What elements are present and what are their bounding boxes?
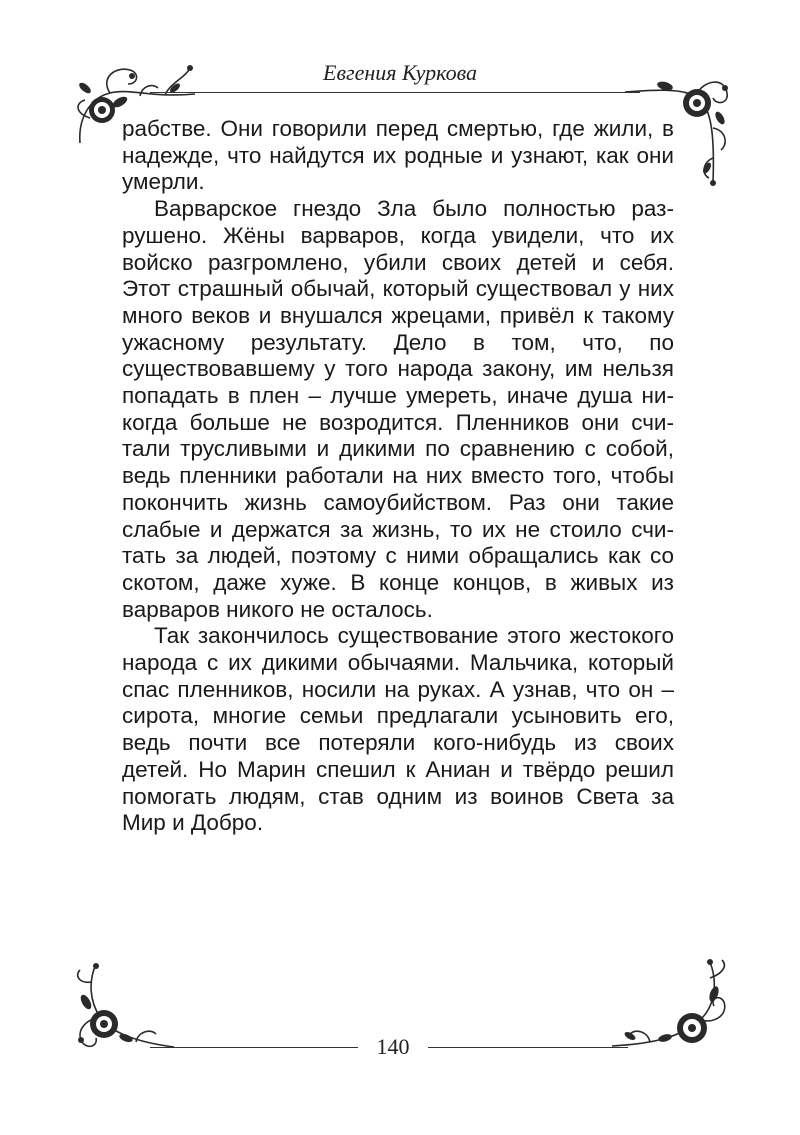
running-header-author: Евгения Куркова — [323, 60, 477, 85]
paragraph: рабстве. Они говорили перед смертью, где жили, в надежде, что найдутся их родные и узнают, как они умерли. — [122, 116, 674, 195]
paragraph: Так закончилось существование этого жестокого народа с их дикими обычаями. Мальчика, который спас пленников, носили на руках. А узнав, что он – сирота, многие семьи предлагали усыновить его, ведь почти все потеряли кого-нибудь из своих детей. Но Марин спешил к Аниан и твёрдо решил помогать людям, став одним из воинов Света за Мир и Добро. — [122, 623, 674, 836]
footer-rule-left — [150, 1047, 358, 1048]
page-number: 140 — [376, 1034, 410, 1059]
paragraph: Варварское гнездо Зла было полностью разрушено. Жёны варваров, когда увидели, что их войско разгромлено, убили своих детей и себя. Этот страшный обычай, который существовал у них много веков и внушался жрецами, привёл к такому ужасному результату. Дело в том, что, по существовавшему у того народа закону, им нельзя попадать в плен – лучше умереть, иначе душа никогда больше не возродится. Пленников они считали трусливыми и дикими по сравнению с собой, ведь пленники работали на них вместо того, чтобы покончить жизнь самоубийством. Раз они такие слабые и держатся за жизнь, то их не стоило считать за людей, поэтому с ними обращались как со скотом, даже хуже. В конце концов, в живых из варваров никого не осталось. — [122, 196, 674, 622]
header-rule — [150, 92, 640, 93]
body-text — [122, 116, 674, 837]
footer-rule-right — [428, 1047, 628, 1048]
bottom-right-rose-flourish-icon — [610, 958, 735, 1063]
